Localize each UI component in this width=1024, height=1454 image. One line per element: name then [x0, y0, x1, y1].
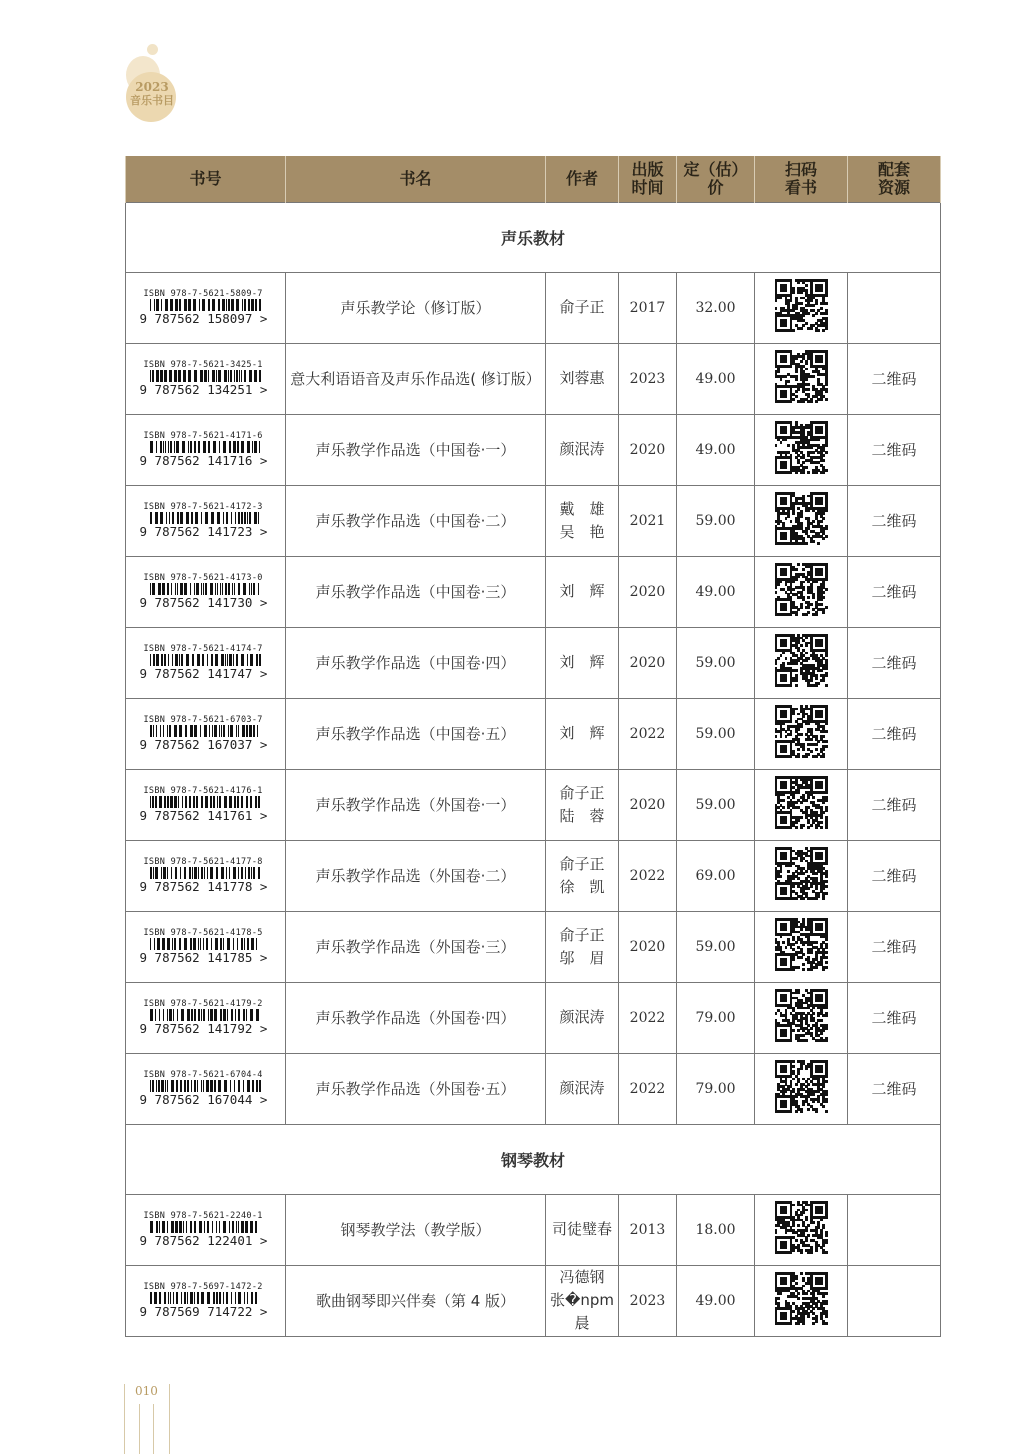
book-authors — [546, 1194, 619, 1265]
book-title — [286, 414, 546, 485]
table-row — [126, 840, 941, 911]
isbn-cell — [126, 272, 286, 343]
author-name: 徐 凯 — [559, 877, 605, 896]
isbn-barcode — [140, 786, 272, 823]
isbn-barcode — [140, 1070, 272, 1107]
isbn-barcode — [140, 999, 272, 1036]
table-row — [126, 769, 941, 840]
book-price: 59.00 — [677, 911, 755, 982]
table-row — [126, 627, 941, 698]
scan-qr-cell — [755, 343, 848, 414]
book-authors — [546, 769, 619, 840]
resource-cell: 二维码 — [848, 840, 941, 911]
isbn-cell — [126, 343, 286, 414]
author-name: 刘 辉 — [559, 653, 605, 671]
isbn-cell — [126, 982, 286, 1053]
publish-year: 2022 — [619, 982, 677, 1053]
author-name: 张�npm晨 — [549, 1291, 615, 1332]
ean-digits: 9 787562 167037 > — [139, 736, 268, 752]
publish-year: 2020 — [619, 627, 677, 698]
ean-digits: 9 787562 167044 > — [139, 1091, 268, 1107]
table-row — [126, 1053, 941, 1124]
isbn-cell — [126, 840, 286, 911]
table-row — [126, 982, 941, 1053]
table-row — [126, 414, 941, 485]
qr-code[interactable] — [775, 350, 828, 403]
book-price: 49.00 — [677, 1265, 755, 1336]
author-name: 刘蓉惠 — [559, 369, 605, 387]
scan-qr-cell — [755, 556, 848, 627]
table-row — [126, 343, 941, 414]
author-name: 刘 辉 — [559, 582, 605, 600]
author-name: 邬 眉 — [559, 948, 605, 967]
isbn-text: ISBN 978-7-5621-4171-6 — [143, 430, 263, 441]
author-name: 俞子正 — [559, 854, 605, 873]
qr-code[interactable] — [775, 847, 828, 900]
book-title — [286, 1194, 546, 1265]
book-title-text: 声乐教学作品选（中国卷·五） — [315, 725, 516, 743]
header-author — [546, 156, 619, 202]
isbn-barcode — [140, 928, 272, 965]
isbn-barcode — [140, 502, 272, 539]
book-title-text: 声乐教学作品选（外国卷·三） — [315, 938, 516, 956]
ean-digits: 9 787562 141761 > — [139, 807, 268, 823]
resource-cell: 二维码 — [848, 556, 941, 627]
isbn-text: ISBN 978-7-5697-1472-2 — [143, 1281, 263, 1292]
ean-digits: 9 787562 158097 > — [139, 310, 268, 326]
resource-cell: 二维码 — [848, 769, 941, 840]
publish-year: 2023 — [619, 343, 677, 414]
publish-year: 2020 — [619, 911, 677, 982]
publish-year: 2020 — [619, 556, 677, 627]
isbn-text: ISBN 978-7-5621-3425-1 — [143, 359, 263, 370]
header-title-label: 书名 — [399, 168, 432, 188]
book-title — [286, 1265, 546, 1336]
qr-code[interactable] — [775, 421, 828, 474]
book-catalog-table — [125, 156, 941, 1337]
resource-cell: 二维码 — [848, 414, 941, 485]
header-year — [619, 156, 677, 202]
isbn-cell — [126, 414, 286, 485]
isbn-cell — [126, 1194, 286, 1265]
header-resource-label: 配套资源 — [877, 159, 910, 197]
isbn-barcode — [140, 360, 272, 397]
isbn-cell — [126, 911, 286, 982]
scan-qr-cell — [755, 982, 848, 1053]
book-authors — [546, 272, 619, 343]
isbn-barcode — [140, 289, 272, 326]
book-price: 69.00 — [677, 840, 755, 911]
book-authors — [546, 485, 619, 556]
book-title — [286, 1053, 546, 1124]
header-isbn-label: 书号 — [189, 168, 222, 188]
isbn-cell — [126, 485, 286, 556]
book-authors — [546, 1265, 619, 1336]
qr-code[interactable] — [775, 1201, 828, 1254]
section-row — [126, 1124, 941, 1194]
header-author-label: 作者 — [565, 168, 598, 188]
isbn-text: ISBN 978-7-5621-4172-3 — [143, 501, 263, 512]
book-price: 79.00 — [677, 982, 755, 1053]
isbn-text: ISBN 978-7-5621-4179-2 — [143, 998, 263, 1009]
isbn-text: ISBN 978-7-5621-4176-1 — [143, 785, 263, 796]
publish-year: 2022 — [619, 840, 677, 911]
table-row — [126, 1194, 941, 1265]
header-resource — [848, 156, 941, 202]
ean-digits: 9 787562 141716 > — [139, 452, 268, 468]
resource-cell — [848, 272, 941, 343]
ean-digits: 9 787562 141747 > — [139, 665, 268, 681]
header-scan-label: 扫码看书 — [784, 159, 817, 197]
isbn-barcode — [140, 1282, 272, 1319]
publish-year: 2022 — [619, 1053, 677, 1124]
book-price: 18.00 — [677, 1194, 755, 1265]
publish-year: 2020 — [619, 769, 677, 840]
author-name: 颜泯涛 — [559, 440, 605, 458]
scan-qr-cell — [755, 414, 848, 485]
table-header-row — [126, 156, 941, 202]
book-authors — [546, 1053, 619, 1124]
book-title-text: 声乐教学作品选（中国卷·二） — [315, 512, 516, 530]
badge-year: 2023 — [135, 80, 169, 94]
book-title-text: 声乐教学作品选（外国卷·四） — [315, 1009, 516, 1027]
ean-digits: 9 787562 141792 > — [139, 1020, 268, 1036]
isbn-cell — [126, 627, 286, 698]
isbn-text: ISBN 978-7-5621-4173-0 — [143, 572, 263, 583]
isbn-text: ISBN 978-7-5621-4177-8 — [143, 856, 263, 867]
isbn-cell — [126, 1053, 286, 1124]
section-title: 声乐教材 — [126, 202, 941, 272]
author-name: 颜泯涛 — [559, 1008, 605, 1026]
resource-cell: 二维码 — [848, 343, 941, 414]
book-title-text: 声乐教学作品选（外国卷·五） — [315, 1080, 516, 1098]
resource-cell: 二维码 — [848, 627, 941, 698]
book-title — [286, 272, 546, 343]
isbn-cell — [126, 556, 286, 627]
book-authors — [546, 556, 619, 627]
section-title: 钢琴教材 — [126, 1124, 941, 1194]
book-title-text: 声乐教学论（修订版） — [340, 299, 491, 317]
book-price: 59.00 — [677, 698, 755, 769]
publish-year: 2021 — [619, 485, 677, 556]
book-price: 49.00 — [677, 343, 755, 414]
book-title-text: 声乐教学作品选（外国卷·二） — [315, 867, 516, 885]
publish-year: 2023 — [619, 1265, 677, 1336]
book-price: 49.00 — [677, 414, 755, 485]
publish-year: 2022 — [619, 698, 677, 769]
book-title-text: 声乐教学作品选（中国卷·三） — [315, 583, 516, 601]
author-name: 戴 雄 — [559, 499, 605, 518]
table-row — [126, 272, 941, 343]
qr-code[interactable] — [775, 563, 828, 616]
qr-code[interactable] — [775, 776, 828, 829]
isbn-barcode — [140, 644, 272, 681]
isbn-text: ISBN 978-7-5621-5809-7 — [143, 288, 263, 299]
isbn-cell — [126, 1265, 286, 1336]
book-price: 59.00 — [677, 485, 755, 556]
scan-qr-cell — [755, 272, 848, 343]
resource-cell — [848, 1194, 941, 1265]
table-row — [126, 485, 941, 556]
ean-digits: 9 787562 122401 > — [139, 1232, 268, 1248]
book-authors — [546, 343, 619, 414]
scan-qr-cell — [755, 911, 848, 982]
book-title-text: 意大利语语音及声乐作品选( 修订版） — [290, 370, 541, 388]
book-price: 49.00 — [677, 556, 755, 627]
table-row — [126, 1265, 941, 1336]
isbn-barcode — [140, 573, 272, 610]
qr-code[interactable] — [775, 1060, 828, 1113]
resource-cell: 二维码 — [848, 698, 941, 769]
table-row — [126, 698, 941, 769]
book-title — [286, 485, 546, 556]
header-price-label: 定（估）价 — [683, 159, 748, 197]
ean-digits: 9 787562 141730 > — [139, 594, 268, 610]
book-title — [286, 911, 546, 982]
book-authors — [546, 627, 619, 698]
author-name: 刘 辉 — [559, 724, 605, 742]
book-price: 32.00 — [677, 272, 755, 343]
header-isbn — [126, 156, 286, 202]
book-price: 59.00 — [677, 627, 755, 698]
ean-digits: 9 787562 141723 > — [139, 523, 268, 539]
isbn-barcode — [140, 431, 272, 468]
isbn-text: ISBN 978-7-5621-4174-7 — [143, 643, 263, 654]
resource-cell — [848, 1265, 941, 1336]
isbn-cell — [126, 698, 286, 769]
header-year-label: 出版时间 — [631, 159, 664, 197]
scan-qr-cell — [755, 840, 848, 911]
book-title — [286, 698, 546, 769]
header-title — [286, 156, 546, 202]
author-name: 吴 艳 — [559, 522, 605, 541]
isbn-text: ISBN 978-7-5621-2240-1 — [143, 1210, 263, 1221]
ean-digits: 9 787562 134251 > — [139, 381, 268, 397]
publish-year: 2017 — [619, 272, 677, 343]
book-title-text: 钢琴教学法（教学版） — [340, 1221, 491, 1239]
table-row — [126, 556, 941, 627]
scan-qr-cell — [755, 1053, 848, 1124]
qr-code[interactable] — [775, 918, 828, 971]
qr-code[interactable] — [775, 1272, 828, 1325]
resource-cell: 二维码 — [848, 982, 941, 1053]
resource-cell: 二维码 — [848, 485, 941, 556]
isbn-barcode — [140, 857, 272, 894]
author-name: 颜泯涛 — [559, 1079, 605, 1097]
book-authors — [546, 414, 619, 485]
book-title-text: 歌曲钢琴即兴伴奏（第 4 版） — [315, 1292, 516, 1310]
book-title-text: 声乐教学作品选（中国卷·一） — [315, 441, 516, 459]
isbn-text: ISBN 978-7-5621-6703-7 — [143, 714, 263, 725]
author-name: 司徒璧春 — [551, 1220, 612, 1238]
header-price — [677, 156, 755, 202]
book-authors — [546, 982, 619, 1053]
book-title-text: 声乐教学作品选（中国卷·四） — [315, 654, 516, 672]
book-title — [286, 840, 546, 911]
badge-title: 音乐书目 — [130, 94, 174, 107]
catalog-badge — [124, 42, 184, 122]
isbn-text: ISBN 978-7-5621-4178-5 — [143, 927, 263, 938]
scan-qr-cell — [755, 485, 848, 556]
ean-digits: 9 787562 141785 > — [139, 949, 268, 965]
author-name: 冯德钢 — [559, 1268, 605, 1286]
scan-qr-cell — [755, 1194, 848, 1265]
qr-code[interactable] — [775, 989, 828, 1042]
qr-code[interactable] — [775, 634, 828, 687]
header-scan — [755, 156, 848, 202]
book-price: 79.00 — [677, 1053, 755, 1124]
book-title-text: 声乐教学作品选（外国卷·一） — [315, 796, 516, 814]
book-authors — [546, 698, 619, 769]
ean-digits: 9 787569 714722 > — [139, 1303, 268, 1319]
isbn-cell — [126, 769, 286, 840]
qr-code[interactable] — [775, 705, 828, 758]
book-title — [286, 343, 546, 414]
book-title — [286, 769, 546, 840]
author-name: 俞子正 — [559, 925, 605, 944]
isbn-barcode — [140, 715, 272, 752]
book-authors — [546, 911, 619, 982]
author-name: 陆 蓉 — [559, 806, 605, 825]
publish-year: 2020 — [619, 414, 677, 485]
qr-code[interactable] — [775, 492, 828, 545]
book-price: 59.00 — [677, 769, 755, 840]
author-name: 俞子正 — [559, 298, 605, 316]
scan-qr-cell — [755, 627, 848, 698]
publish-year: 2013 — [619, 1194, 677, 1265]
table-row — [126, 911, 941, 982]
section-row — [126, 202, 941, 272]
scan-qr-cell — [755, 769, 848, 840]
page-number: 010 — [124, 1384, 170, 1454]
scan-qr-cell — [755, 698, 848, 769]
book-title — [286, 556, 546, 627]
book-title — [286, 982, 546, 1053]
resource-cell: 二维码 — [848, 911, 941, 982]
isbn-text: ISBN 978-7-5621-6704-4 — [143, 1069, 263, 1080]
resource-cell: 二维码 — [848, 1053, 941, 1124]
book-authors — [546, 840, 619, 911]
author-name: 俞子正 — [559, 783, 605, 802]
scan-qr-cell — [755, 1265, 848, 1336]
book-title — [286, 627, 546, 698]
qr-code[interactable] — [775, 279, 828, 332]
isbn-barcode — [140, 1211, 272, 1248]
ean-digits: 9 787562 141778 > — [139, 878, 268, 894]
